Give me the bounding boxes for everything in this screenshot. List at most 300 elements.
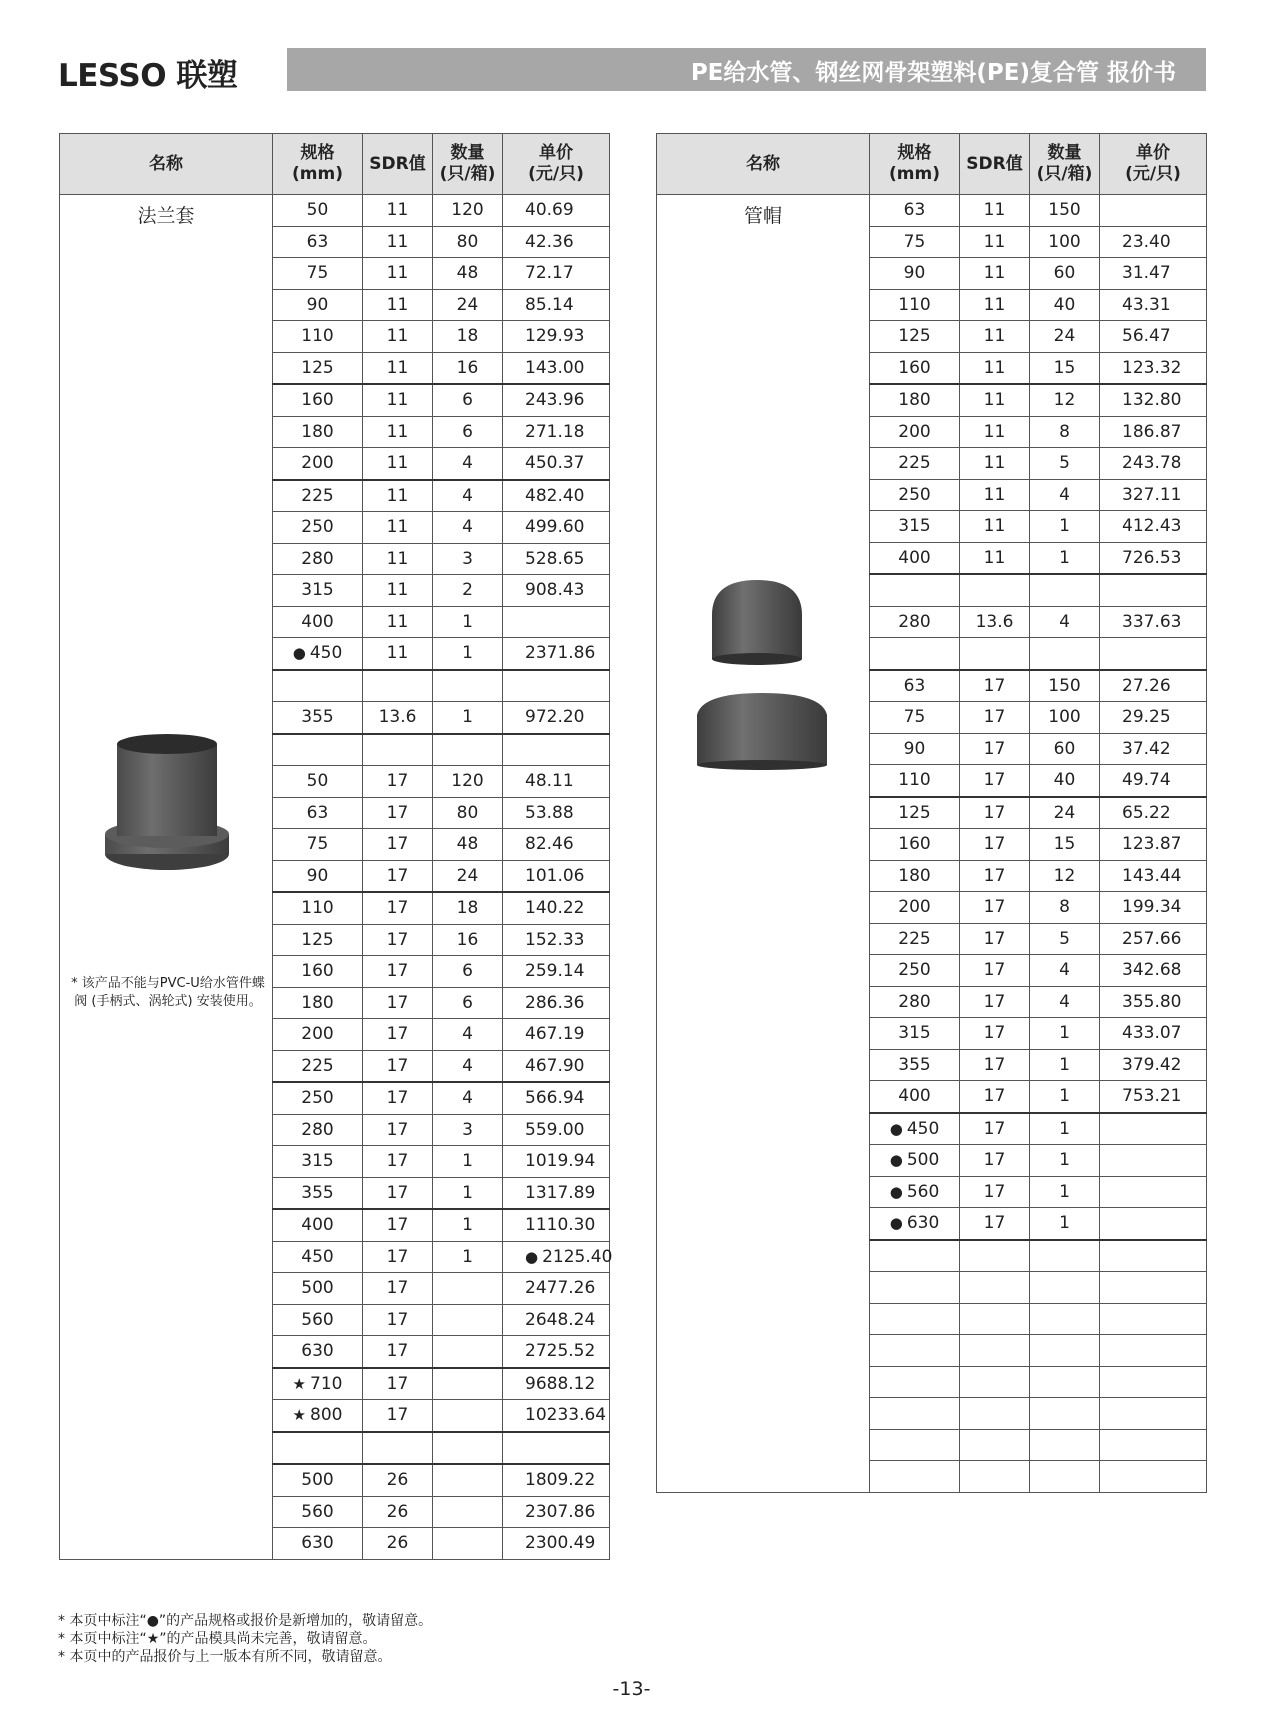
spec-value: 180 [301, 992, 334, 1013]
sdr-cell: 11 [363, 258, 433, 290]
spec-cell [273, 512, 363, 544]
price-value: 152.33 [525, 929, 585, 950]
price-value: 10233.64 [525, 1405, 607, 1426]
footer-note: * 本页中的产品报价与上一版本有所不同，敬请留意。 [58, 1649, 392, 1665]
spec-value: 630 [301, 1533, 334, 1554]
sdr-cell: 17 [363, 1114, 433, 1146]
sdr-cell: 17 [363, 1177, 433, 1209]
table-header-row [657, 134, 1207, 195]
sdr-cell: 11 [363, 321, 433, 353]
price-value: 1019.94 [525, 1151, 596, 1172]
sdr-cell: 17 [363, 766, 433, 798]
table-header-row [60, 134, 610, 195]
price-cell [503, 1400, 610, 1432]
product-name: 管帽 [743, 205, 782, 227]
qty-cell: 80 [433, 226, 503, 258]
qty-cell: 1 [433, 1146, 503, 1178]
product-name-cell [60, 195, 273, 1560]
table-row [60, 195, 610, 227]
spec-value: 355 [301, 707, 334, 728]
spec-value: 63 [306, 802, 329, 823]
sdr-cell: 11 [363, 289, 433, 321]
price-cell: 123.87 [1100, 829, 1207, 861]
column-header-name: 名称 [60, 134, 273, 195]
price-cell [1100, 1240, 1207, 1272]
price-cell [503, 1336, 610, 1368]
spec-cell [273, 734, 363, 766]
spec-value: 180 [301, 421, 334, 442]
spec-value: 180 [898, 865, 931, 886]
spec-cell [870, 606, 960, 638]
sdr-cell: 17 [960, 1208, 1030, 1240]
spec-cell [870, 1429, 960, 1461]
price-cell: 726.53 [1100, 542, 1207, 574]
price-cell [1100, 1303, 1207, 1335]
product-note: * 该产品不能与PVC-U给水管件蝶阀 (手柄式、涡轮式) 安装使用。 [71, 976, 265, 1009]
pipe-cap-image [692, 575, 832, 775]
qty-cell [433, 734, 503, 766]
qty-cell: 4 [433, 1082, 503, 1114]
spec-cell [273, 1336, 363, 1368]
spec-cell [273, 1019, 363, 1051]
sdr-cell [960, 1429, 1030, 1461]
sdr-cell: 11 [363, 480, 433, 512]
qty-cell: 24 [433, 289, 503, 321]
price-cell [503, 1050, 610, 1082]
sdr-cell: 17 [363, 1050, 433, 1082]
spec-cell [870, 384, 960, 416]
qty-cell [433, 1273, 503, 1305]
qty-cell: 1 [1030, 542, 1100, 574]
spec-value: 800 [310, 1405, 343, 1426]
price-cell [503, 1432, 610, 1465]
spec-value: 225 [898, 928, 931, 949]
sdr-cell: 11 [363, 638, 433, 670]
qty-cell: 12 [1030, 384, 1100, 416]
sdr-cell: 11 [960, 352, 1030, 384]
qty-cell [1030, 574, 1100, 606]
qty-cell: 8 [1030, 416, 1100, 448]
qty-cell [433, 1464, 503, 1496]
price-cell [1100, 1113, 1207, 1145]
price-value: 2477.26 [525, 1278, 596, 1299]
qty-cell: 1 [433, 702, 503, 734]
column-header-price: 单价 (元/只) [1100, 134, 1207, 195]
column-header-spec: 规格 (mm) [870, 134, 960, 195]
price-cell [1100, 1461, 1207, 1493]
qty-cell: 5 [1030, 923, 1100, 955]
spec-cell [870, 1113, 960, 1145]
spec-cell [870, 892, 960, 924]
qty-cell [1030, 1429, 1100, 1461]
sdr-cell [363, 1432, 433, 1465]
marker-icon: ★ [292, 1374, 306, 1393]
spec-cell [273, 195, 363, 227]
qty-cell: 60 [1030, 733, 1100, 765]
spec-cell [273, 1082, 363, 1114]
sdr-cell: 11 [363, 226, 433, 258]
spec-cell [870, 416, 960, 448]
price-cell [503, 829, 610, 861]
sdr-cell: 17 [960, 955, 1030, 987]
price-value: 140.22 [525, 898, 585, 919]
spec-cell [870, 448, 960, 480]
sdr-cell [960, 574, 1030, 606]
price-value: 482.40 [525, 485, 585, 506]
spec-value: 200 [301, 1024, 334, 1045]
spec-cell [273, 352, 363, 384]
spec-value: 355 [301, 1182, 334, 1203]
price-cell: 243.78 [1100, 448, 1207, 480]
price-cell [503, 226, 610, 258]
marker-icon: ● [889, 1214, 903, 1233]
qty-cell: 4 [433, 448, 503, 480]
spec-cell [273, 1368, 363, 1400]
spec-cell [870, 638, 960, 670]
qty-cell: 3 [433, 1114, 503, 1146]
spec-cell [273, 1177, 363, 1209]
spec-cell [273, 1528, 363, 1560]
spec-value: 560 [301, 1309, 334, 1330]
price-cell: 143.44 [1100, 860, 1207, 892]
qty-cell: 1 [1030, 1113, 1100, 1145]
sdr-cell: 11 [960, 195, 1030, 227]
price-value: 559.00 [525, 1119, 585, 1140]
spec-cell [870, 1176, 960, 1208]
column-header-sdr: SDR值 [363, 134, 433, 195]
qty-cell: 1 [1030, 1081, 1100, 1113]
qty-cell: 6 [433, 416, 503, 448]
price-cell [503, 638, 610, 670]
spec-value: 250 [301, 517, 334, 538]
marker-icon: ● [292, 644, 306, 663]
sdr-cell: 11 [960, 511, 1030, 543]
price-value: 129.93 [525, 326, 585, 347]
qty-cell [433, 670, 503, 702]
marker-icon: ● [889, 1151, 903, 1170]
spec-value: 250 [898, 484, 931, 505]
qty-cell: 120 [433, 766, 503, 798]
price-cell [503, 892, 610, 924]
spec-value: 315 [301, 1151, 334, 1172]
spec-cell [870, 860, 960, 892]
price-cell [503, 1304, 610, 1336]
qty-cell [1030, 1366, 1100, 1398]
spec-cell [273, 1209, 363, 1241]
spec-cell [273, 670, 363, 702]
qty-cell [433, 1368, 503, 1400]
spec-cell [273, 797, 363, 829]
spec-cell [870, 797, 960, 829]
spec-value: 200 [898, 897, 931, 918]
qty-cell: 48 [433, 829, 503, 861]
qty-cell: 40 [1030, 765, 1100, 797]
price-value: 42.36 [525, 231, 574, 252]
spec-value: 63 [306, 231, 329, 252]
qty-cell [1030, 638, 1100, 670]
qty-cell: 1 [1030, 1145, 1100, 1177]
sdr-cell [960, 638, 1030, 670]
sdr-cell: 17 [363, 860, 433, 892]
price-cell: 23.40 [1100, 226, 1207, 258]
spec-cell [870, 1081, 960, 1113]
spec-value: 450 [906, 1118, 940, 1139]
price-cell [503, 797, 610, 829]
qty-cell: 4 [1030, 606, 1100, 638]
spec-value: 125 [301, 929, 334, 950]
qty-cell [1030, 1240, 1100, 1272]
spec-cell [870, 574, 960, 606]
sdr-cell: 11 [960, 258, 1030, 290]
sdr-cell: 17 [960, 923, 1030, 955]
price-cell [503, 352, 610, 384]
price-cell [503, 575, 610, 607]
price-cell [503, 860, 610, 892]
price-value: 143.00 [525, 357, 585, 378]
spec-cell [870, 195, 960, 227]
sdr-cell: 17 [960, 702, 1030, 734]
spec-cell [870, 1049, 960, 1081]
spec-cell [870, 955, 960, 987]
spec-value: 400 [898, 547, 931, 568]
qty-cell: 16 [433, 352, 503, 384]
sdr-cell: 11 [960, 448, 1030, 480]
qty-cell: 1 [433, 606, 503, 638]
header-banner [287, 48, 1206, 91]
spec-cell [273, 1273, 363, 1305]
spec-cell [273, 766, 363, 798]
sdr-cell [960, 1335, 1030, 1367]
page-title: PE给水管、钢丝网骨架塑料(PE)复合管 报价书 [690, 60, 1176, 86]
price-cell [1100, 1398, 1207, 1430]
sdr-cell: 11 [363, 606, 433, 638]
sdr-cell [363, 670, 433, 702]
spec-cell [870, 765, 960, 797]
price-cell [503, 384, 610, 416]
qty-cell: 24 [1030, 797, 1100, 829]
spec-cell [273, 575, 363, 607]
qty-cell: 60 [1030, 258, 1100, 290]
qty-cell: 4 [1030, 955, 1100, 987]
price-cell [503, 480, 610, 512]
column-header-price: 单价 (元/只) [503, 134, 610, 195]
qty-cell: 4 [433, 512, 503, 544]
price-cell [503, 1209, 610, 1241]
spec-value: 63 [903, 200, 926, 221]
price-cell [503, 448, 610, 480]
qty-cell: 15 [1030, 829, 1100, 861]
spec-cell [273, 416, 363, 448]
sdr-cell: 17 [960, 733, 1030, 765]
spec-cell [870, 1240, 960, 1272]
price-cell [503, 1082, 610, 1114]
sdr-cell: 17 [363, 1209, 433, 1241]
spec-cell [273, 1464, 363, 1496]
brand-logo: LESSO 联塑 [58, 58, 238, 94]
price-cell [503, 702, 610, 734]
sdr-cell: 17 [960, 765, 1030, 797]
price-value: 908.43 [525, 580, 585, 601]
qty-cell: 6 [433, 384, 503, 416]
spec-value: 110 [301, 898, 334, 919]
price-cell [1100, 638, 1207, 670]
spec-cell [870, 511, 960, 543]
qty-cell: 1 [433, 1241, 503, 1273]
product-name-cell [657, 195, 870, 1493]
spec-value: 280 [898, 611, 931, 632]
sdr-cell: 11 [960, 321, 1030, 353]
spec-cell [870, 829, 960, 861]
price-cell [503, 1368, 610, 1400]
qty-cell: 80 [433, 797, 503, 829]
qty-cell: 100 [1030, 226, 1100, 258]
sdr-cell: 17 [363, 956, 433, 988]
qty-cell: 24 [433, 860, 503, 892]
column-header-qty: 数量 (只/箱) [433, 134, 503, 195]
spec-value: 315 [898, 516, 931, 537]
price-cell [503, 1177, 610, 1209]
spec-value: 180 [898, 390, 931, 411]
sdr-cell: 17 [363, 1082, 433, 1114]
price-value: 2371.86 [525, 643, 596, 664]
price-cell [503, 987, 610, 1019]
spec-cell [870, 1208, 960, 1240]
price-cell [1100, 1335, 1207, 1367]
spec-cell [273, 606, 363, 638]
price-cell [503, 1528, 610, 1560]
spec-cell [870, 289, 960, 321]
price-cell: 433.07 [1100, 1018, 1207, 1050]
price-cell: 199.34 [1100, 892, 1207, 924]
spec-cell [273, 638, 363, 670]
sdr-cell: 17 [960, 892, 1030, 924]
price-value: 499.60 [525, 517, 585, 538]
sdr-cell: 17 [363, 1146, 433, 1178]
sdr-cell: 17 [363, 1368, 433, 1400]
spec-cell [870, 258, 960, 290]
spec-cell [273, 448, 363, 480]
price-cell: 49.74 [1100, 765, 1207, 797]
footer-note: * 本页中标注“★”的产品模具尚未完善，敬请留意。 [58, 1631, 377, 1647]
price-cell: 37.42 [1100, 733, 1207, 765]
spec-cell [870, 1398, 960, 1430]
sdr-cell: 17 [960, 1145, 1030, 1177]
price-cell: 43.31 [1100, 289, 1207, 321]
pipe-cap-price-table [656, 133, 1207, 1493]
spec-cell [273, 956, 363, 988]
sdr-cell: 11 [363, 512, 433, 544]
spec-value: 400 [301, 611, 334, 632]
price-cell [503, 1241, 613, 1273]
price-cell: 337.63 [1100, 606, 1207, 638]
price-value: 467.19 [525, 1024, 585, 1045]
spec-value: 75 [306, 834, 329, 855]
qty-cell: 8 [1030, 892, 1100, 924]
qty-cell [433, 1400, 503, 1432]
spec-value: 90 [903, 263, 926, 284]
price-value: 2300.49 [525, 1533, 596, 1554]
spec-cell [273, 226, 363, 258]
spec-cell [870, 923, 960, 955]
price-cell: 29.25 [1100, 702, 1207, 734]
qty-cell: 150 [1030, 195, 1100, 227]
price-cell [503, 1464, 610, 1496]
sdr-cell: 17 [363, 924, 433, 956]
qty-cell: 4 [433, 480, 503, 512]
spec-cell [273, 702, 363, 734]
qty-cell [1030, 1303, 1100, 1335]
qty-cell: 2 [433, 575, 503, 607]
price-value: 2648.24 [525, 1309, 596, 1330]
spec-value: 400 [301, 1215, 334, 1236]
sdr-cell: 17 [960, 797, 1030, 829]
qty-cell [433, 1432, 503, 1465]
spec-value: 560 [906, 1181, 940, 1202]
sdr-cell: 17 [960, 829, 1030, 861]
column-header-qty: 数量 (只/箱) [1030, 134, 1100, 195]
price-cell: 342.68 [1100, 955, 1207, 987]
spec-value: 110 [898, 770, 931, 791]
spec-cell [273, 543, 363, 575]
spec-value: 280 [898, 991, 931, 1012]
sdr-cell [960, 1240, 1030, 1272]
spec-cell [870, 670, 960, 702]
sdr-cell: 26 [363, 1496, 433, 1528]
footer-notes [58, 1612, 432, 1666]
spec-cell [273, 892, 363, 924]
price-cell [1100, 1429, 1207, 1461]
spec-cell [870, 542, 960, 574]
column-header-name: 名称 [657, 134, 870, 195]
flange-price-table [59, 133, 613, 1560]
price-cell: 355.80 [1100, 986, 1207, 1018]
spec-cell [870, 702, 960, 734]
spec-value: 90 [903, 738, 926, 759]
qty-cell [433, 1336, 503, 1368]
price-cell [503, 416, 610, 448]
sdr-cell: 11 [363, 384, 433, 416]
sdr-cell [960, 1303, 1030, 1335]
spec-cell [870, 1461, 960, 1493]
spec-value: 400 [898, 1086, 931, 1107]
sdr-cell [960, 1461, 1030, 1493]
spec-value: 280 [301, 1119, 334, 1140]
qty-cell: 1 [433, 1177, 503, 1209]
price-value: 566.94 [525, 1088, 585, 1109]
sdr-cell: 11 [960, 416, 1030, 448]
marker-icon: ● [889, 1119, 903, 1138]
flange-stub-image [102, 730, 232, 880]
price-cell: 327.11 [1100, 479, 1207, 511]
spec-cell [870, 733, 960, 765]
price-cell [503, 543, 610, 575]
spec-cell [870, 986, 960, 1018]
sdr-cell: 17 [960, 860, 1030, 892]
qty-cell: 4 [433, 1050, 503, 1082]
price-cell: 123.32 [1100, 352, 1207, 384]
price-value: 1110.30 [525, 1215, 596, 1236]
spec-value: 500 [301, 1278, 334, 1299]
spec-value: 50 [306, 771, 329, 792]
price-cell [1100, 1145, 1207, 1177]
price-cell [503, 321, 610, 353]
spec-cell [273, 1050, 363, 1082]
qty-cell: 150 [1030, 670, 1100, 702]
price-value: 53.88 [525, 802, 574, 823]
spec-value: 125 [301, 357, 334, 378]
price-cell [503, 766, 610, 798]
spec-value: 90 [306, 865, 329, 886]
